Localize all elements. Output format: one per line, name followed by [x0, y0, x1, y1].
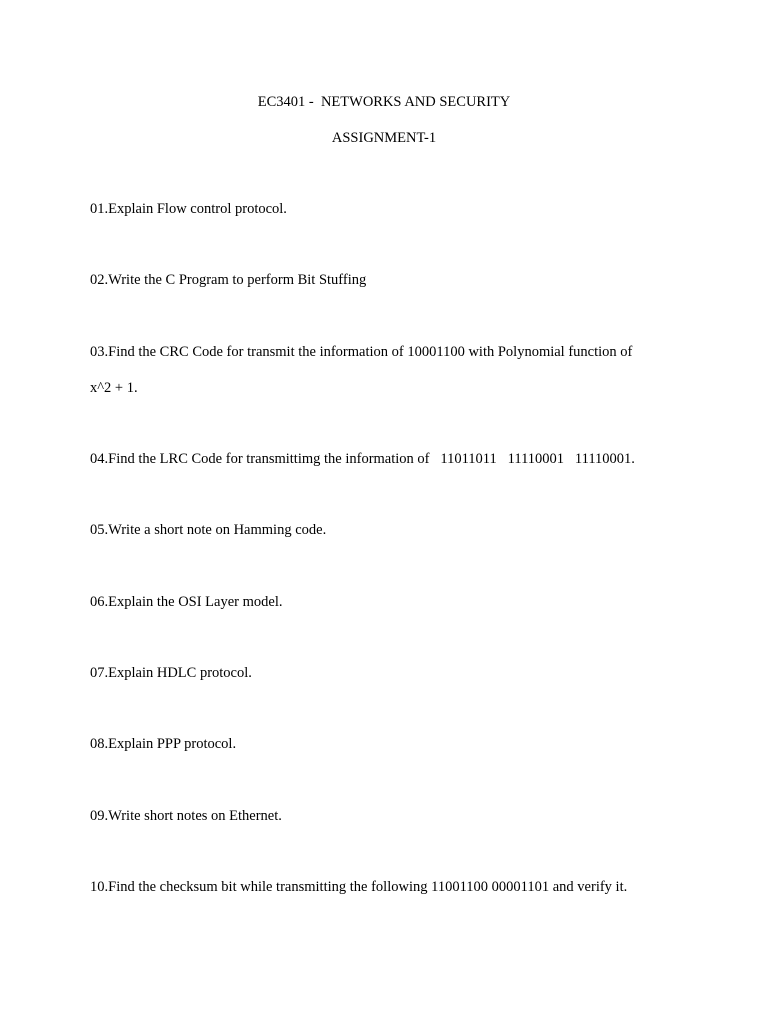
question-08: 08.Explain PPP protocol.	[90, 736, 237, 752]
question-01: 01.Explain Flow control protocol.	[90, 201, 287, 217]
question-09: 09.Write short notes on Ethernet.	[90, 808, 282, 824]
question-02: 02.Write the C Program to perform Bit Stuffing	[90, 272, 367, 288]
question-06: 06.Explain the OSI Layer model.	[90, 594, 283, 610]
course-title: EC3401 - NETWORKS AND SECURITY	[257, 94, 511, 110]
question-07: 07.Explain HDLC protocol.	[90, 665, 252, 681]
question-05: 05.Write a short note on Hamming code.	[90, 522, 327, 538]
question-03-continuation: x^2 + 1.	[90, 380, 138, 396]
question-04: 04.Find the LRC Code for transmittimg the information of 11011011 11110001 11110001.	[90, 451, 635, 467]
question-03: 03.Find the CRC Code for transmit the information of 10001100 with Polynomial function of	[90, 344, 633, 360]
assignment-title: ASSIGNMENT-1	[331, 130, 437, 146]
question-10: 10.Find the checksum bit while transmitting the following 11001100 00001101 and verify it.	[90, 879, 628, 895]
